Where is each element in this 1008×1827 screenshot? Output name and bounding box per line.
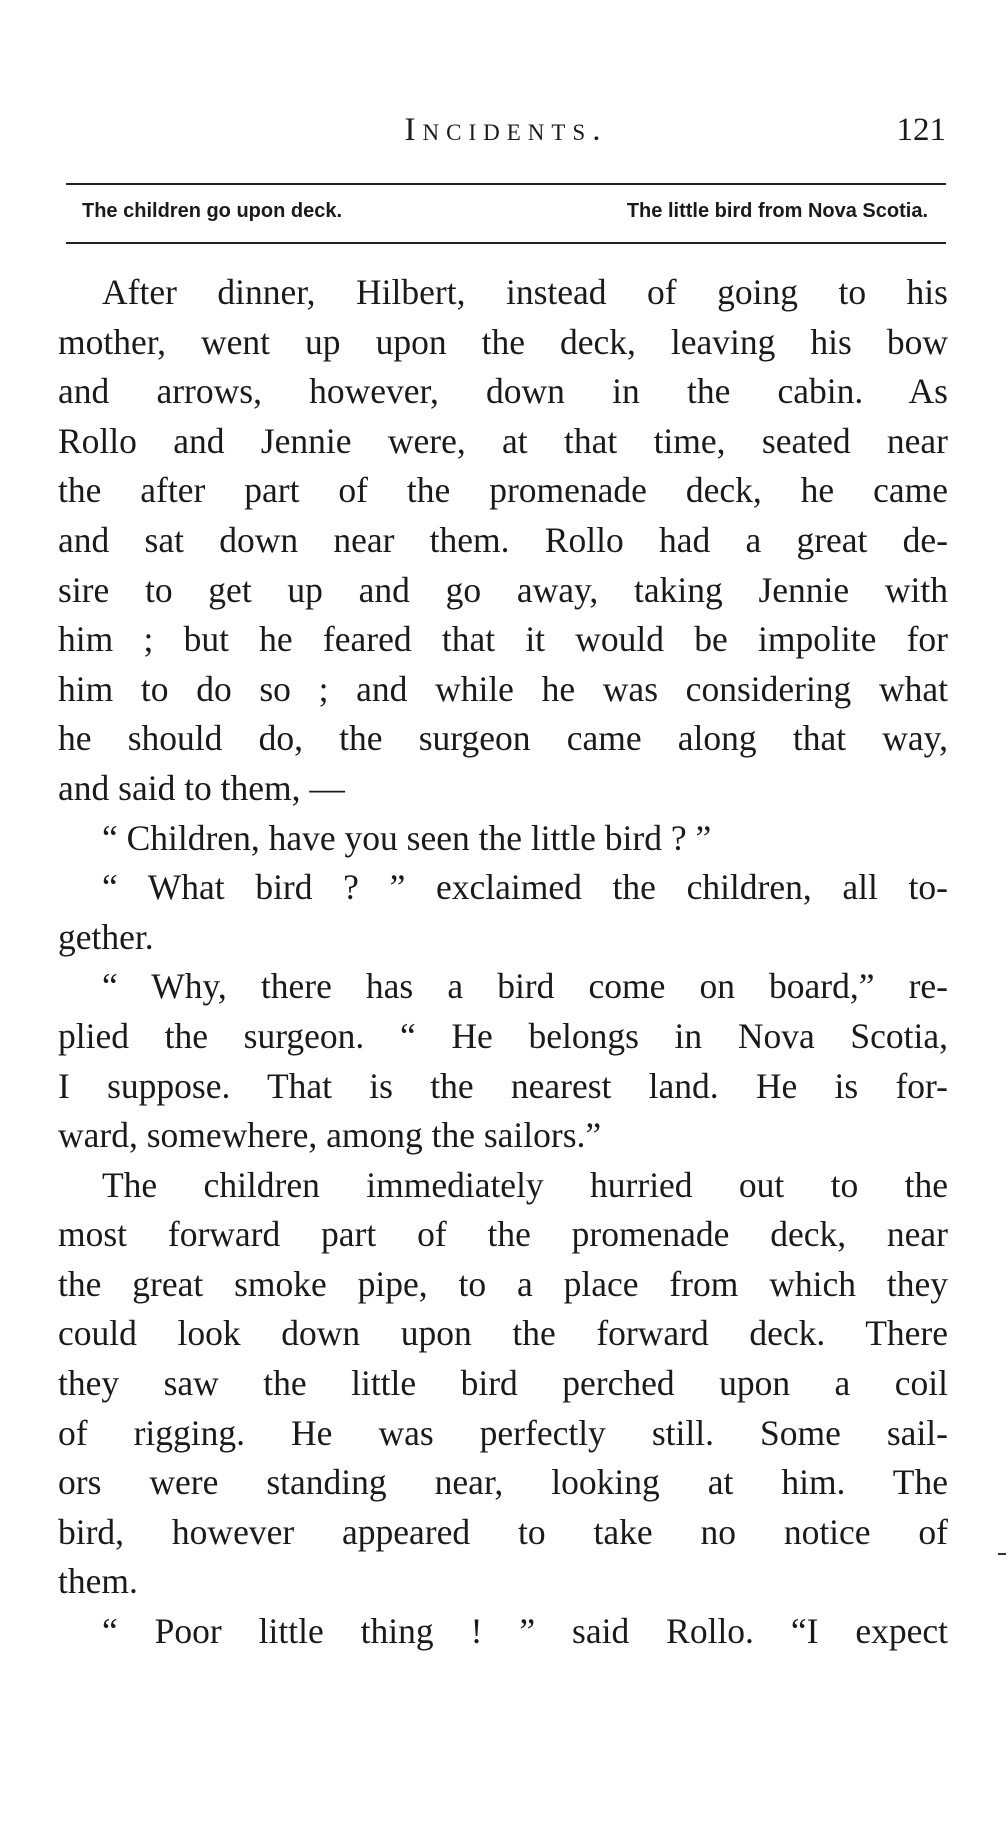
subhead-right: The little bird from Nova Scotia. <box>626 200 928 222</box>
text-line: “ Children, have you seen the little bird ? ” <box>102 817 712 858</box>
running-title: Incidents. <box>404 112 608 148</box>
text-line: them. <box>58 1561 138 1602</box>
text-line: sire to get up and go away, taking Jennie with <box>58 569 948 610</box>
text-line: bird, however appeared to take no notice of <box>58 1511 948 1552</box>
text-line: Rollo and Jennie were, at that time, seated near <box>58 420 948 461</box>
text-line: the after part of the promenade deck, he came <box>58 470 948 511</box>
running-head <box>66 112 946 162</box>
text-line: and said to them, — <box>58 767 345 808</box>
text-line: of rigging. He was perfectly still. Some sail- <box>58 1412 948 1453</box>
section-subheads <box>82 200 928 230</box>
text-line: ward, somewhere, among the sailors.” <box>58 1115 602 1156</box>
text-line: plied the surgeon. “ He belongs in Nova Scotia, <box>58 1015 948 1056</box>
text-line: After dinner, Hilbert, instead of going to his <box>102 272 948 312</box>
text-line: they saw the little bird perched upon a coil <box>58 1363 948 1404</box>
header-rule-bottom <box>66 242 946 244</box>
text-line: could look down upon the forward deck. There <box>58 1313 948 1354</box>
text-line: “ Poor little thing ! ” said Rollo. “I expect <box>102 1611 948 1652</box>
page-number: 121 <box>896 112 946 148</box>
text-line: he should do, the surgeon came along that way, <box>58 718 948 759</box>
body-text <box>58 268 948 1657</box>
text-line: I suppose. That is the nearest land. He is for- <box>58 1065 948 1106</box>
text-line: “ What bird ? ” exclaimed the children, all to- <box>102 867 948 908</box>
text-line: him ; but he feared that it would be impolite for <box>58 619 948 660</box>
text-line: the great smoke pipe, to a place from which they <box>58 1263 948 1304</box>
text-line: gether. <box>58 916 154 957</box>
text-line: him to do so ; and while he was considering what <box>58 668 948 709</box>
text-line: and sat down near them. Rollo had a great de- <box>58 519 948 560</box>
margin-mark <box>998 1553 1006 1555</box>
text-line: mother, went up upon the deck, leaving his bow <box>58 321 948 362</box>
text-line: ors were standing near, looking at him. The <box>58 1462 948 1503</box>
text-line: The children immediately hurried out to the <box>102 1164 948 1205</box>
text-line: “ Why, there has a bird come on board,” re- <box>102 966 948 1007</box>
text-line: most forward part of the promenade deck, near <box>58 1214 948 1255</box>
header-rule-top <box>66 183 946 185</box>
subhead-left: The children go upon deck. <box>82 200 343 222</box>
text-line: and arrows, however, down in the cabin. As <box>58 371 948 412</box>
